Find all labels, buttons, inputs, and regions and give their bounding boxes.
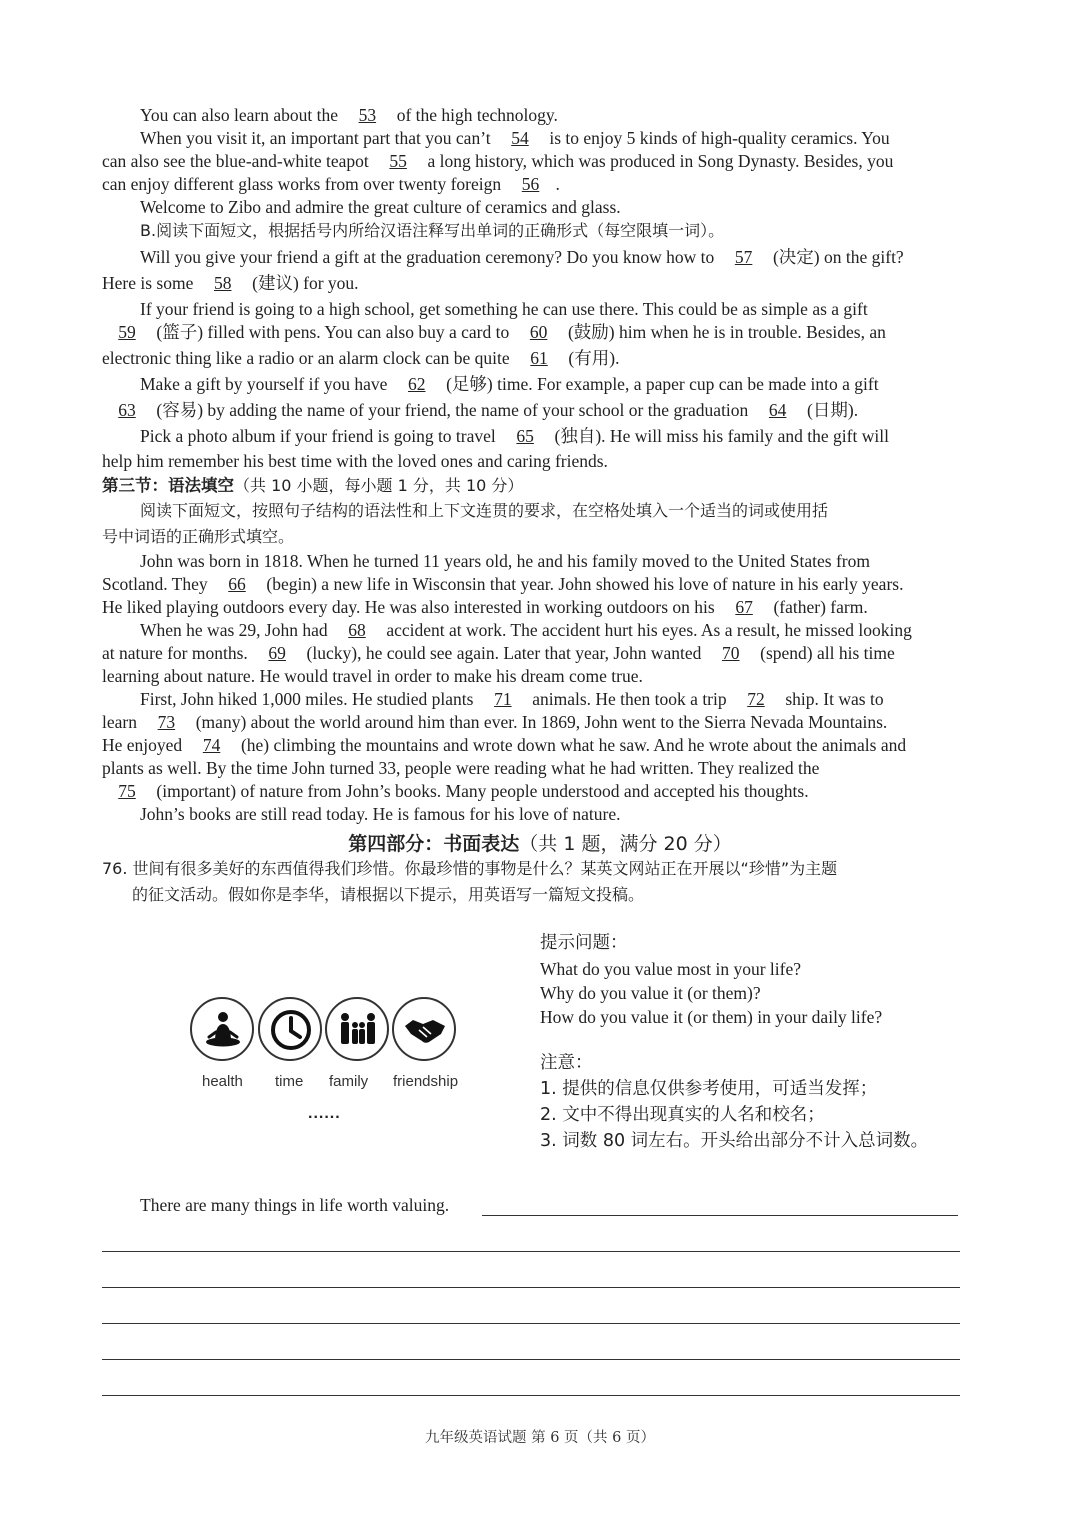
part-4-title-bold: 第四部分：书面表达 [348,833,520,855]
passage-c-line: learning about nature. He would travel in order to make his dream come true. [102,666,643,686]
text: (容易) by adding the name of your friend, the name of your school or the graduation [152,400,753,420]
passage-b-line: If your friend is going to a high school, get something he can use there. This could be as simple as a gift [140,299,868,319]
text: You can also learn about the [140,105,343,125]
answer-blank-63[interactable]: 63 [118,400,136,420]
writing-line[interactable] [102,1359,960,1360]
icon-label-friendship: friendship [393,1073,459,1090]
essay-starter: There are many things in life worth valuing. [140,1195,450,1215]
passage-a-line [102,173,976,196]
text: (many) about the world around him than ever. In 1869, John went to the Sierra Nevada Mountains. [191,712,888,732]
passage-b-line [140,246,976,269]
text: (决定) on the gift? [768,247,904,267]
text: (足够) time. For example, a paper cup can be made into a gift [441,374,879,394]
text: Here is some [102,273,198,293]
note-item: 1. 提供的信息仅供参考使用，可适当发挥； [540,1079,878,1099]
writing-line[interactable] [482,1215,958,1216]
answer-blank-72[interactable]: 72 [747,689,765,709]
text: ship. It was to [781,689,884,709]
passage-c-line [102,573,976,596]
question-76-text: 的征文活动。假如你是李华，请根据以下提示，用英语写一篇短文投稿。 [132,885,645,904]
family-icon [325,997,389,1061]
section-3-instruction: 号中词语的正确形式填空。 [102,527,295,546]
text: He enjoyed [102,735,187,755]
passage-c-line: John was born in 1818. When he turned 11 years old, he and his family moved to the United States from [140,551,871,571]
passage-c-line: plants as well. By the time John turned 33, people were reading what he had written. They realized the [102,758,820,778]
note-item: 3. 词数 80 词左右。开头给出部分不计入总词数。 [540,1131,929,1151]
passage-a-line [140,127,976,150]
passage-b-line [102,272,976,295]
text: Scotland. They [102,574,213,594]
passage-c-line [102,642,976,665]
answer-blank-62[interactable]: 62 [407,374,426,394]
passage-a-line [140,104,976,127]
answer-blank-54[interactable]: 54 [511,128,529,148]
answer-blank-58[interactable]: 58 [214,273,232,293]
text: (鼓励) him when he is in trouble. Besides, an [563,322,886,342]
text: (日期). [802,400,859,420]
text: can enjoy different glass works from over twenty foreign [102,174,506,194]
passage-b-line: help him remember his best time with the loved ones and caring friends. [102,451,608,471]
text: is to enjoy 5 kinds of high-quality ceramics. You [544,128,890,148]
text: First, John hiked 1,000 miles. He studied plants [140,689,478,709]
answer-blank-67[interactable]: 67 [735,597,753,617]
icon-label-health: health [202,1073,243,1090]
writing-line[interactable] [102,1287,960,1288]
answer-blank-75[interactable]: 75 [118,781,136,801]
part-4-title-rest: （共 1 题，满分 20 分） [519,833,732,855]
passage-c-line [102,734,976,757]
writing-line[interactable] [102,1251,960,1252]
question-76-text: 76. 世间有很多美好的东西值得我们珍惜。你最珍惜的事物是什么？某英文网站正在开展以“珍惜”为主题 [102,859,838,878]
text: electronic thing like a radio or an alarm clock can be quite [102,348,515,368]
page-footer: 九年级英语试题 第 6 页（共 6 页） [425,1430,655,1446]
text: of the high technology. [392,105,558,125]
answer-blank-66[interactable]: 66 [228,574,246,594]
writing-line[interactable] [102,1395,960,1396]
passage-c-line [102,780,976,803]
text: (father) farm. [769,597,868,617]
section-b-instruction: B.阅读下面短文，根据括号内所给汉语注释写出单词的正确形式（每空限填一词）。 [140,221,725,240]
answer-blank-64[interactable]: 64 [768,400,787,420]
answer-blank-73[interactable]: 73 [157,712,176,732]
note-item: 2. 文中不得出现真实的人名和校名； [540,1105,825,1125]
passage-b-line [140,373,976,396]
text: He liked playing outdoors every day. He was also interested in working outdoors on his [102,597,720,617]
text: Pick a photo album if your friend is going to travel [140,426,501,446]
section-3-instruction: 阅读下面短文，按照句子结构的语法性和上下文连贯的要求，在空格处填入一个适当的词或使用括 [140,501,829,520]
text: . [555,174,560,194]
text: accident at work. The accident hurt his eyes. As a result, he missed looking [381,620,912,640]
passage-c-line [102,711,976,734]
passage-c-line [140,688,976,711]
answer-blank-56[interactable]: 56 [521,174,540,194]
text: (篮子) filled with pens. You can also buy a card to [152,322,514,342]
answer-blank-57[interactable]: 57 [734,247,753,267]
tip-question: What do you value most in your life? [540,959,801,979]
passage-b-line [102,399,976,422]
text: Will you give your friend a gift at the graduation ceremony? Do you know how to [140,247,719,267]
text: learn [102,712,142,732]
passage-b-line [102,321,976,344]
text: animals. He then took a trip [527,689,731,709]
section-3-heading-rest: （共 10 小题，每小题 1 分，共 10 分） [234,476,524,495]
answer-blank-60[interactable]: 60 [529,322,548,342]
text: When you visit it, an important part that you can’t [140,128,495,148]
answer-blank-55[interactable]: 55 [389,151,407,171]
meditation-icon [190,997,254,1061]
writing-line[interactable] [102,1323,960,1324]
handshake-icon [392,997,456,1061]
passage-c-line [102,596,976,619]
answer-blank-59[interactable]: 59 [118,322,136,342]
text: (spend) all his time [755,643,895,663]
text: a long history, which was produced in Song Dynasty. Besides, you [423,151,894,171]
topic-icons [190,997,470,1063]
answer-blank-69[interactable]: 69 [268,643,286,663]
answer-blank-65[interactable]: 65 [516,426,534,446]
text: at nature for months. [102,643,253,663]
passage-c-line: John’s books are still read today. He is famous for his love of nature. [140,804,621,824]
text: When he was 29, John had [140,620,332,640]
passage-c-line [140,619,976,642]
passage-a-line [102,150,976,173]
text: (important) of nature from John’s books. Many people understood and accepted his thoughts. [152,781,809,801]
answer-blank-70[interactable]: 70 [722,643,740,663]
text: (he) climbing the mountains and wrote down what he saw. And he wrote about the animals and [236,735,907,755]
passage-b-line [102,347,976,370]
section-3-heading [102,474,976,497]
text: Make a gift by yourself if you have [140,374,392,394]
answer-blank-68[interactable]: 68 [348,620,366,640]
tips-title: 提示问题： [540,933,628,953]
passage-a-line: Welcome to Zibo and admire the great culture of ceramics and glass. [140,197,621,217]
text: (独自). He will miss his family and the gift will [550,426,889,446]
text: (begin) a new life in Wisconsin that year. John showed his love of nature in his early years. [262,574,904,594]
answer-blank-74[interactable]: 74 [202,735,221,755]
answer-blank-71[interactable]: 71 [494,689,512,709]
clock-icon [258,997,322,1061]
icon-label-time: time [275,1073,304,1090]
part-4-title [0,829,1080,856]
icon-label-family: family [329,1073,369,1090]
ellipsis: ...... [308,1105,341,1122]
answer-blank-53[interactable]: 53 [358,105,377,125]
answer-blank-61[interactable]: 61 [530,348,548,368]
notes-title: 注意： [540,1053,593,1073]
tip-question: How do you value it (or them) in your daily life? [540,1007,883,1027]
text: (有用). [564,348,620,368]
section-3-heading-bold: 第三节：语法填空 [102,476,234,495]
tip-question: Why do you value it (or them)? [540,983,761,1003]
passage-b-line [140,425,976,448]
text: (lucky), he could see again. Later that year, John wanted [302,643,706,663]
text: can also see the blue-and-white teapot [102,151,374,171]
text: (建议) for you. [247,273,359,293]
